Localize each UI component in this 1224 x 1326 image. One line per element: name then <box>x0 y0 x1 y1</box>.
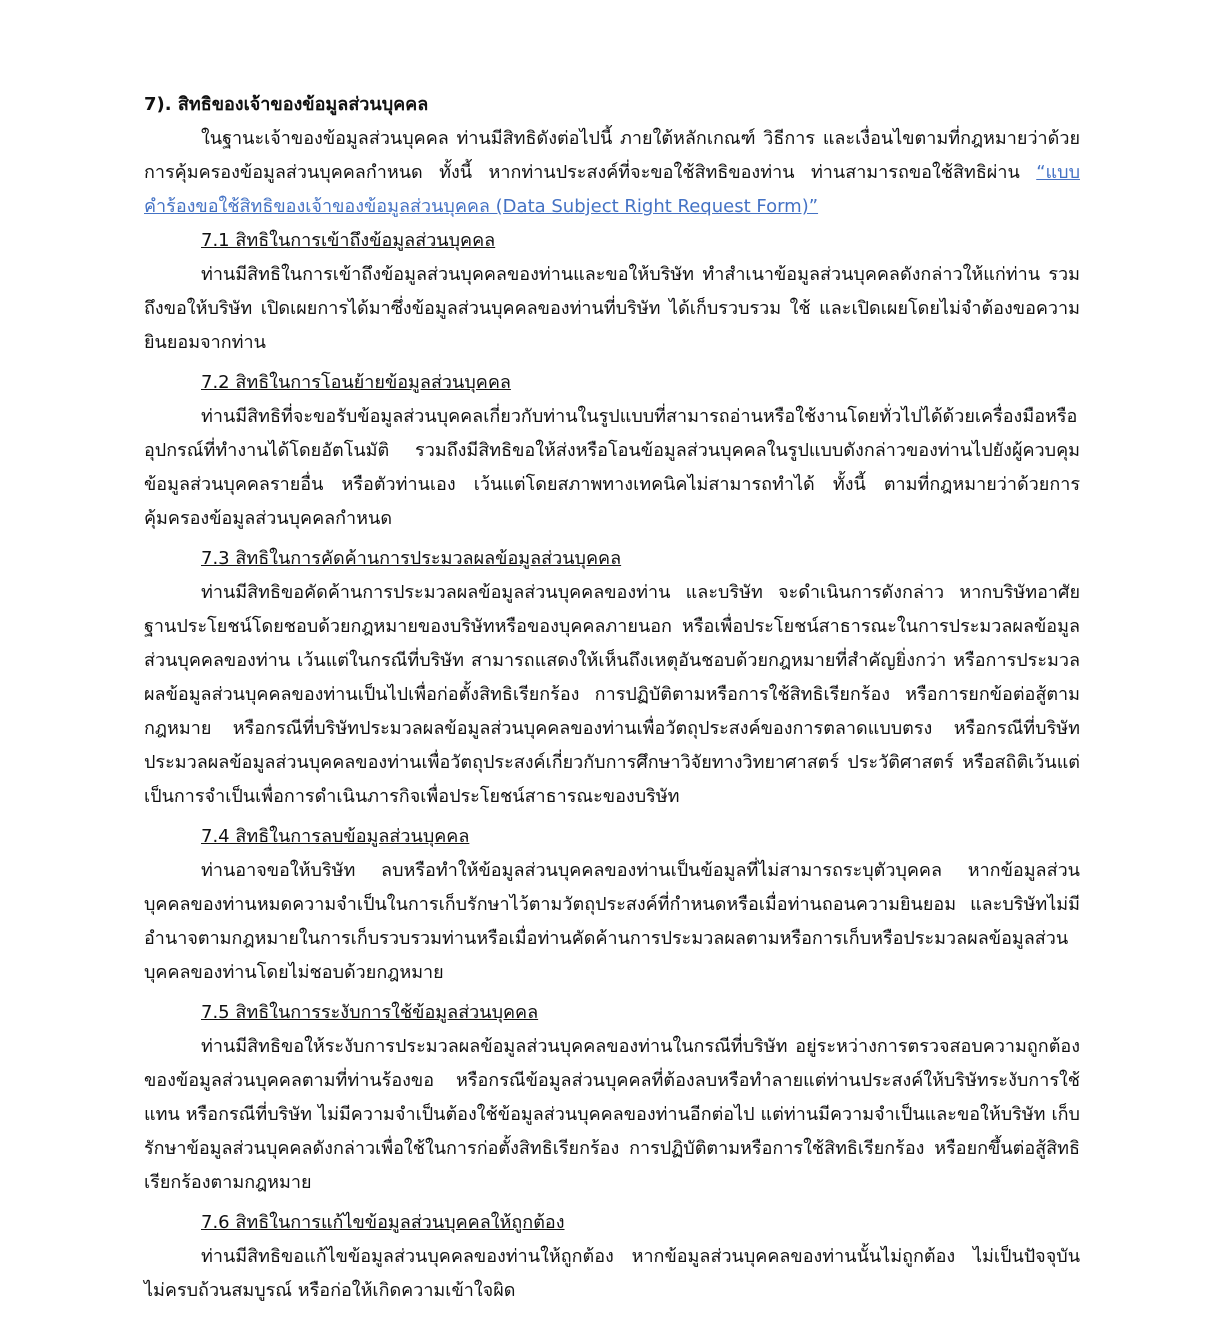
right-access-heading: 7.1 สิทธิในการเข้าถึงข้อมูลส่วนบุคคล <box>201 230 496 251</box>
right-portability-heading: 7.2 สิทธิในการโอนย้ายข้อมูลส่วนบุคคล <box>201 372 511 393</box>
request-form-link[interactable]: “แบบคำร้องขอใช้สิทธิของเจ้าของข้อมูลส่วนบุคคล (Data Subject Right Request Form)” <box>144 162 1080 217</box>
right-restriction-body: ท่านมีสิทธิขอให้ระงับการประมวลผลข้อมูลส่วนบุคคลของท่านในกรณีที่บริษัท อยู่ระหว่างการตรวจสอบความถูกต้องของข้อมูลส่วนบุคคลตามที่ท่านร้องขอ หรือกรณีข้อมูลส่วนบุคคลที่ต้องลบหรือทำลายแต่ท่านประสงค์ให้บริษัทระงับการใช้แทน หรือกรณีที่บริษัท ไม่มีความจำเป็นต้องใช้ข้อมูลส่วนบุคคลของท่านอีกต่อไป แต่ท่านมีความจำเป็นและขอให้บริษัท เก็บรักษาข้อมูลส่วนบุคคลดังกล่าวเพื่อใช้ในการก่อตั้งสิทธิเรียกร้อง การปฏิบัติตามหรือการใช้สิทธิเรียกร้อง หรือยกขึ้นต่อสู้สิทธิเรียกร้องตามกฎหมาย <box>144 1036 1080 1193</box>
intro-text: ในฐานะเจ้าของข้อมูลส่วนบุคคล ท่านมีสิทธิดังต่อไปนี้ ภายใต้หลักเกณฑ์ วิธีการ และเงื่อนไขตามที่กฎหมายว่าด้วยการคุ้มครองข้อมูลส่วนบุคคลกำหนด ทั้งนี้ หากท่านประสงค์ที่จะขอใช้สิทธิของท่าน ท่านสามารถขอใช้สิทธิผ่าน <box>144 128 1080 183</box>
right-objection-heading: 7.3 สิทธิในการคัดค้านการประมวลผลข้อมูลส่วนบุคคล <box>201 548 622 569</box>
right-rectification-block <box>144 1206 1080 1308</box>
right-erasure-heading: 7.4 สิทธิในการลบข้อมูลส่วนบุคคล <box>201 826 470 847</box>
right-objection-body: ท่านมีสิทธิขอคัดค้านการประมวลผลข้อมูลส่วนบุคคลของท่าน และบริษัท จะดำเนินการดังกล่าว หากบริษัทอาศัยฐานประโยชน์โดยชอบด้วยกฎหมายของบริษัทหรือของบุคคลภายนอก หรือเพื่อประโยชน์สาธารณะในการประมวลผลข้อมูลส่วนบุคคลของท่าน เว้นแต่ในกรณีที่บริษัท สามารถแสดงให้เห็นถึงเหตุอันชอบด้วยกฎหมายที่สำคัญยิ่งกว่า หรือการประมวลผลข้อมูลส่วนบุคคลของท่านเป็นไปเพื่อก่อตั้งสิทธิเรียกร้อง การปฏิบัติตามหรือการใช้สิทธิเรียกร้อง หรือการยกข้อต่อสู้ตามกฎหมาย หรือกรณีที่บริษัทประมวลผลข้อมูลส่วนบุคคลของท่านเพื่อวัตถุประสงค์ของการตลาดแบบตรง หรือกรณีที่บริษัทประมวลผลข้อมูลส่วนบุคคลของท่านเพื่อวัตถุประสงค์เกี่ยวกับการศึกษาวิจัยทางวิทยาศาสตร์ ประวัติศาสตร์ หรือสถิติเว้นแต่เป็นการจำเป็นเพื่อการดำเนินภารกิจเพื่อประโยชน์สาธารณะของบริษัท <box>144 582 1080 807</box>
section-title: 7). สิทธิของเจ้าของข้อมูลส่วนบุคคล <box>144 94 429 115</box>
right-access-block <box>144 224 1080 360</box>
right-restriction-block <box>144 996 1080 1200</box>
right-portability-block <box>144 366 1080 536</box>
right-restriction-heading: 7.5 สิทธิในการระงับการใช้ข้อมูลส่วนบุคคล <box>201 1002 539 1023</box>
intro-paragraph <box>144 122 1080 224</box>
right-objection-block <box>144 542 1080 814</box>
document-page <box>144 88 1080 1308</box>
right-erasure-body: ท่านอาจขอให้บริษัท ลบหรือทำให้ข้อมูลส่วนบุคคลของท่านเป็นข้อมูลที่ไม่สามารถระบุตัวบุคคล หากข้อมูลส่วนบุคคลของท่านหมดความจำเป็นในการเก็บรักษาไว้ตามวัตถุประสงค์ที่กำหนดหรือเมื่อท่านถอนความยินยอม และบริษัทไม่มีอำนาจตามกฎหมายในการเก็บรวบรวมท่านหรือเมื่อท่านคัดค้านการประมวลผลตามหรือการเก็บหรือประมวลผลข้อมูลส่วนบุคคลของท่านโดยไม่ชอบด้วยกฎหมาย <box>144 860 1080 983</box>
right-portability-body: ท่านมีสิทธิที่จะขอรับข้อมูลส่วนบุคคลเกี่ยวกับท่านในรูปแบบที่สามารถอ่านหรือใช้งานโดยทั่วไปได้ด้วยเครื่องมือหรืออุปกรณ์ที่ทำงานได้โดยอัตโนมัติ รวมถึงมีสิทธิขอให้ส่งหรือโอนข้อมูลส่วนบุคคลในรูปแบบดังกล่าวของท่านไปยังผู้ควบคุมข้อมูลส่วนบุคคลรายอื่น หรือตัวท่านเอง เว้นแต่โดยสภาพทางเทคนิคไม่สามารถทำได้ ทั้งนี้ ตามที่กฎหมายว่าด้วยการคุ้มครองข้อมูลส่วนบุคคลกำหนด <box>144 406 1080 529</box>
right-access-body: ท่านมีสิทธิในการเข้าถึงข้อมูลส่วนบุคคลของท่านและขอให้บริษัท ทำสำเนาข้อมูลส่วนบุคคลดังกล่าวให้แก่ท่าน รวมถึงขอให้บริษัท เปิดเผยการได้มาซึ่งข้อมูลส่วนบุคคลของท่านที่บริษัท ได้เก็บรวบรวม ใช้ และเปิดเผยโดยไม่จำต้องขอความยินยอมจากท่าน <box>144 264 1080 353</box>
right-erasure-block <box>144 820 1080 990</box>
right-rectification-body: ท่านมีสิทธิขอแก้ไขข้อมูลส่วนบุคคลของท่านให้ถูกต้อง หากข้อมูลส่วนบุคคลของท่านนั้นไม่ถูกต้อง ไม่เป็นปัจจุบัน ไม่ครบถ้วนสมบูรณ์ หรือก่อให้เกิดความเข้าใจผิด <box>144 1246 1080 1301</box>
right-rectification-heading: 7.6 สิทธิในการแก้ไขข้อมูลส่วนบุคคลให้ถูกต้อง <box>201 1212 565 1233</box>
